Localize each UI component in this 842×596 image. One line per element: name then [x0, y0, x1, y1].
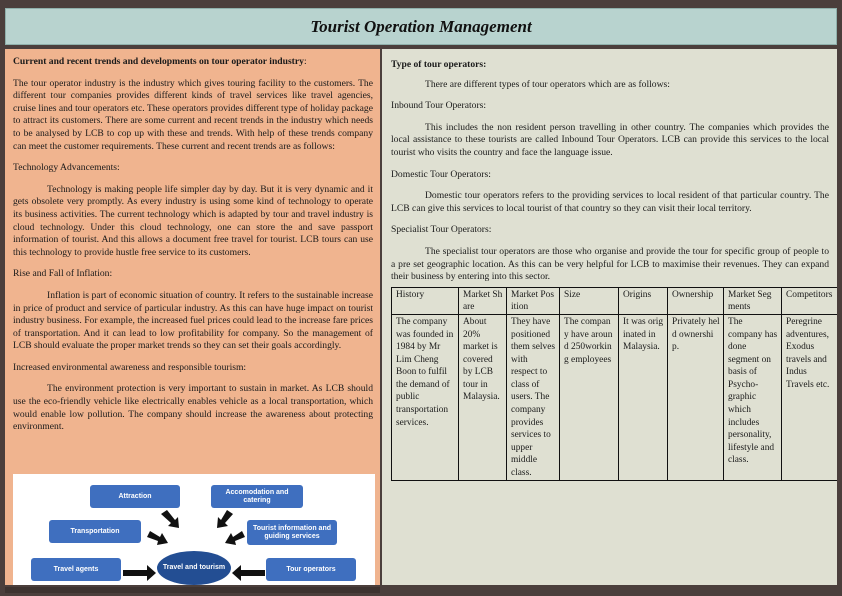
arrow-attraction	[161, 510, 179, 528]
title-banner	[5, 8, 837, 45]
trends-heading-suffix: :	[303, 56, 307, 67]
table-header-row	[392, 287, 838, 314]
section-body-environment: The environment protection is very important to sustain in market. As LCB should use the eco-friendly vehicle like electrically enables vehicle as a local transportation, which would enable low pollution. The company should increase the awareness about protecting environment.	[13, 383, 373, 433]
table-cell-market-segments: The company has done segment on basis of Psycho-graphic which includes personality, lifestyle and class.	[724, 314, 782, 480]
types-intro: There are different types of tour operators which are as follows:	[425, 78, 670, 90]
arrow-transportation	[147, 531, 168, 545]
company-profile-table	[391, 287, 837, 481]
section-title-technology: Technology Advancements:	[13, 162, 120, 174]
right-panel	[382, 49, 837, 585]
table-header-cell: Competitors	[782, 287, 838, 314]
table-cell-history: The company was founded in 1984 by Mr Lim Cheng Boon to fulfil the demand of public transportation services.	[392, 314, 459, 480]
table-cell-origins: It was originated in Malaysia.	[619, 314, 668, 480]
section-title-inbound: Inbound Tour Operators:	[391, 100, 487, 112]
arrow-accommodation	[217, 510, 233, 528]
tourism-diagram	[13, 474, 375, 585]
table-cell-size: The company have around 250working employees	[560, 314, 619, 480]
table-header-cell: Market Share	[459, 287, 507, 314]
arrow-tourist-info	[225, 531, 245, 545]
section-title-specialist: Specialist Tour Operators:	[391, 224, 492, 236]
table-cell-market-position: They have positioned them selves with respect to class of users. The company provides services to upper middle class.	[507, 314, 560, 480]
node-accommodation: Accomodation and catering	[211, 485, 303, 508]
table-header-cell: History	[392, 287, 459, 314]
node-travel-agents: Travel agents	[31, 558, 121, 581]
section-title-inflation: Rise and Fall of Inflation:	[13, 268, 113, 280]
table-header-cell: Market Position	[507, 287, 560, 314]
types-heading: Type of tour operators:	[391, 59, 487, 70]
section-body-inbound: This includes the non resident person travelling in other country. The companies which provides the local assistance to these tourists are called Inbound Tour Operators. LCB can provide this services to the local tourist who visits the country and face the language issue.	[391, 121, 829, 158]
node-tour-operators: Tour operators	[266, 558, 356, 581]
section-body-domestic: Domestic tour operators refers to the providing services to local resident of that particular country. The LCB can give this services to local tourist of that country so they can visit their local territory.	[391, 190, 829, 214]
section-body-specialist: The specialist tour operators are those who organise and provide the tour for specific group of people to a pre set geographic location. As this can be very helpful for LCB to maximise their revenues. They can expand their business by entering into this sector.	[391, 245, 829, 283]
table-header-cell: Market Segments	[724, 287, 782, 314]
table-header-cell: Size	[560, 287, 619, 314]
trends-heading-text: Current and recent trends and developments on tour operator industry	[13, 56, 304, 67]
node-attraction: Attraction	[90, 485, 180, 508]
table-cell-ownership: Privately held ownership.	[668, 314, 724, 480]
node-center-travel-tourism: Travel and tourism	[157, 551, 231, 585]
table-header-cell: Ownership	[668, 287, 724, 314]
trends-heading	[13, 56, 373, 69]
table-cell-market-share: About 20% market is covered by LCB tour in Malaysia.	[459, 314, 507, 480]
arrow-travel-agents	[123, 565, 156, 581]
table-row	[392, 314, 838, 480]
table-header-cell: Origins	[619, 287, 668, 314]
node-transportation: Transportation	[49, 520, 141, 543]
left-panel	[5, 49, 380, 585]
node-tourist-info: Tourist information and guiding services	[247, 520, 337, 545]
trends-intro: The tour operator industry is the industry which gives touring facility to the customers. The different tour companies provides different kinds of travel services like travel agencies, cruise lines and tour operators etc. These operators provides different type of holiday package to attract its customers. There are some current and recent trends in the industry which needs to be analysed by LCB to cop up with these and trends. With help of these trends company can meet the customer requirements. These current and recent trends are as follows:	[13, 77, 373, 152]
table-cell-competitors: Peregrine adventures, Exodus travels and Indus Travels etc.	[782, 314, 838, 480]
section-body-technology: Technology is making people life simpler day by day. But it is very dynamic and it gets obsolete very promptly. As every industry is using some kind of technology to operate its business activities. The current technology which is adapted by tour and travel industry is cloud technology. Under this cloud technology, one can store the and save passport information of tourist. And this allows a document free travel for tourist. LCB tours can use this technology to provide hustle free service to its customers.	[13, 183, 373, 258]
arrow-tour-operators	[232, 565, 265, 581]
section-title-domestic: Domestic Tour Operators:	[391, 168, 491, 180]
section-title-environment: Increased environmental awareness and responsible tourism:	[13, 361, 247, 373]
footer-bar	[5, 587, 380, 593]
section-body-inflation: Inflation is part of economic situation of country. It refers to the sustainable increase in price of product and service of particular industry. As this can have huge impact on tourist industry business. For example, the increased fuel prices could lead to the increase fare prices of transportation. And it can lead to low profitability for company. So the management of LCB should evaluate the proper market trends so they can set their goals accordingly.	[13, 289, 373, 352]
page-title: Tourist Operation Management	[310, 16, 532, 36]
